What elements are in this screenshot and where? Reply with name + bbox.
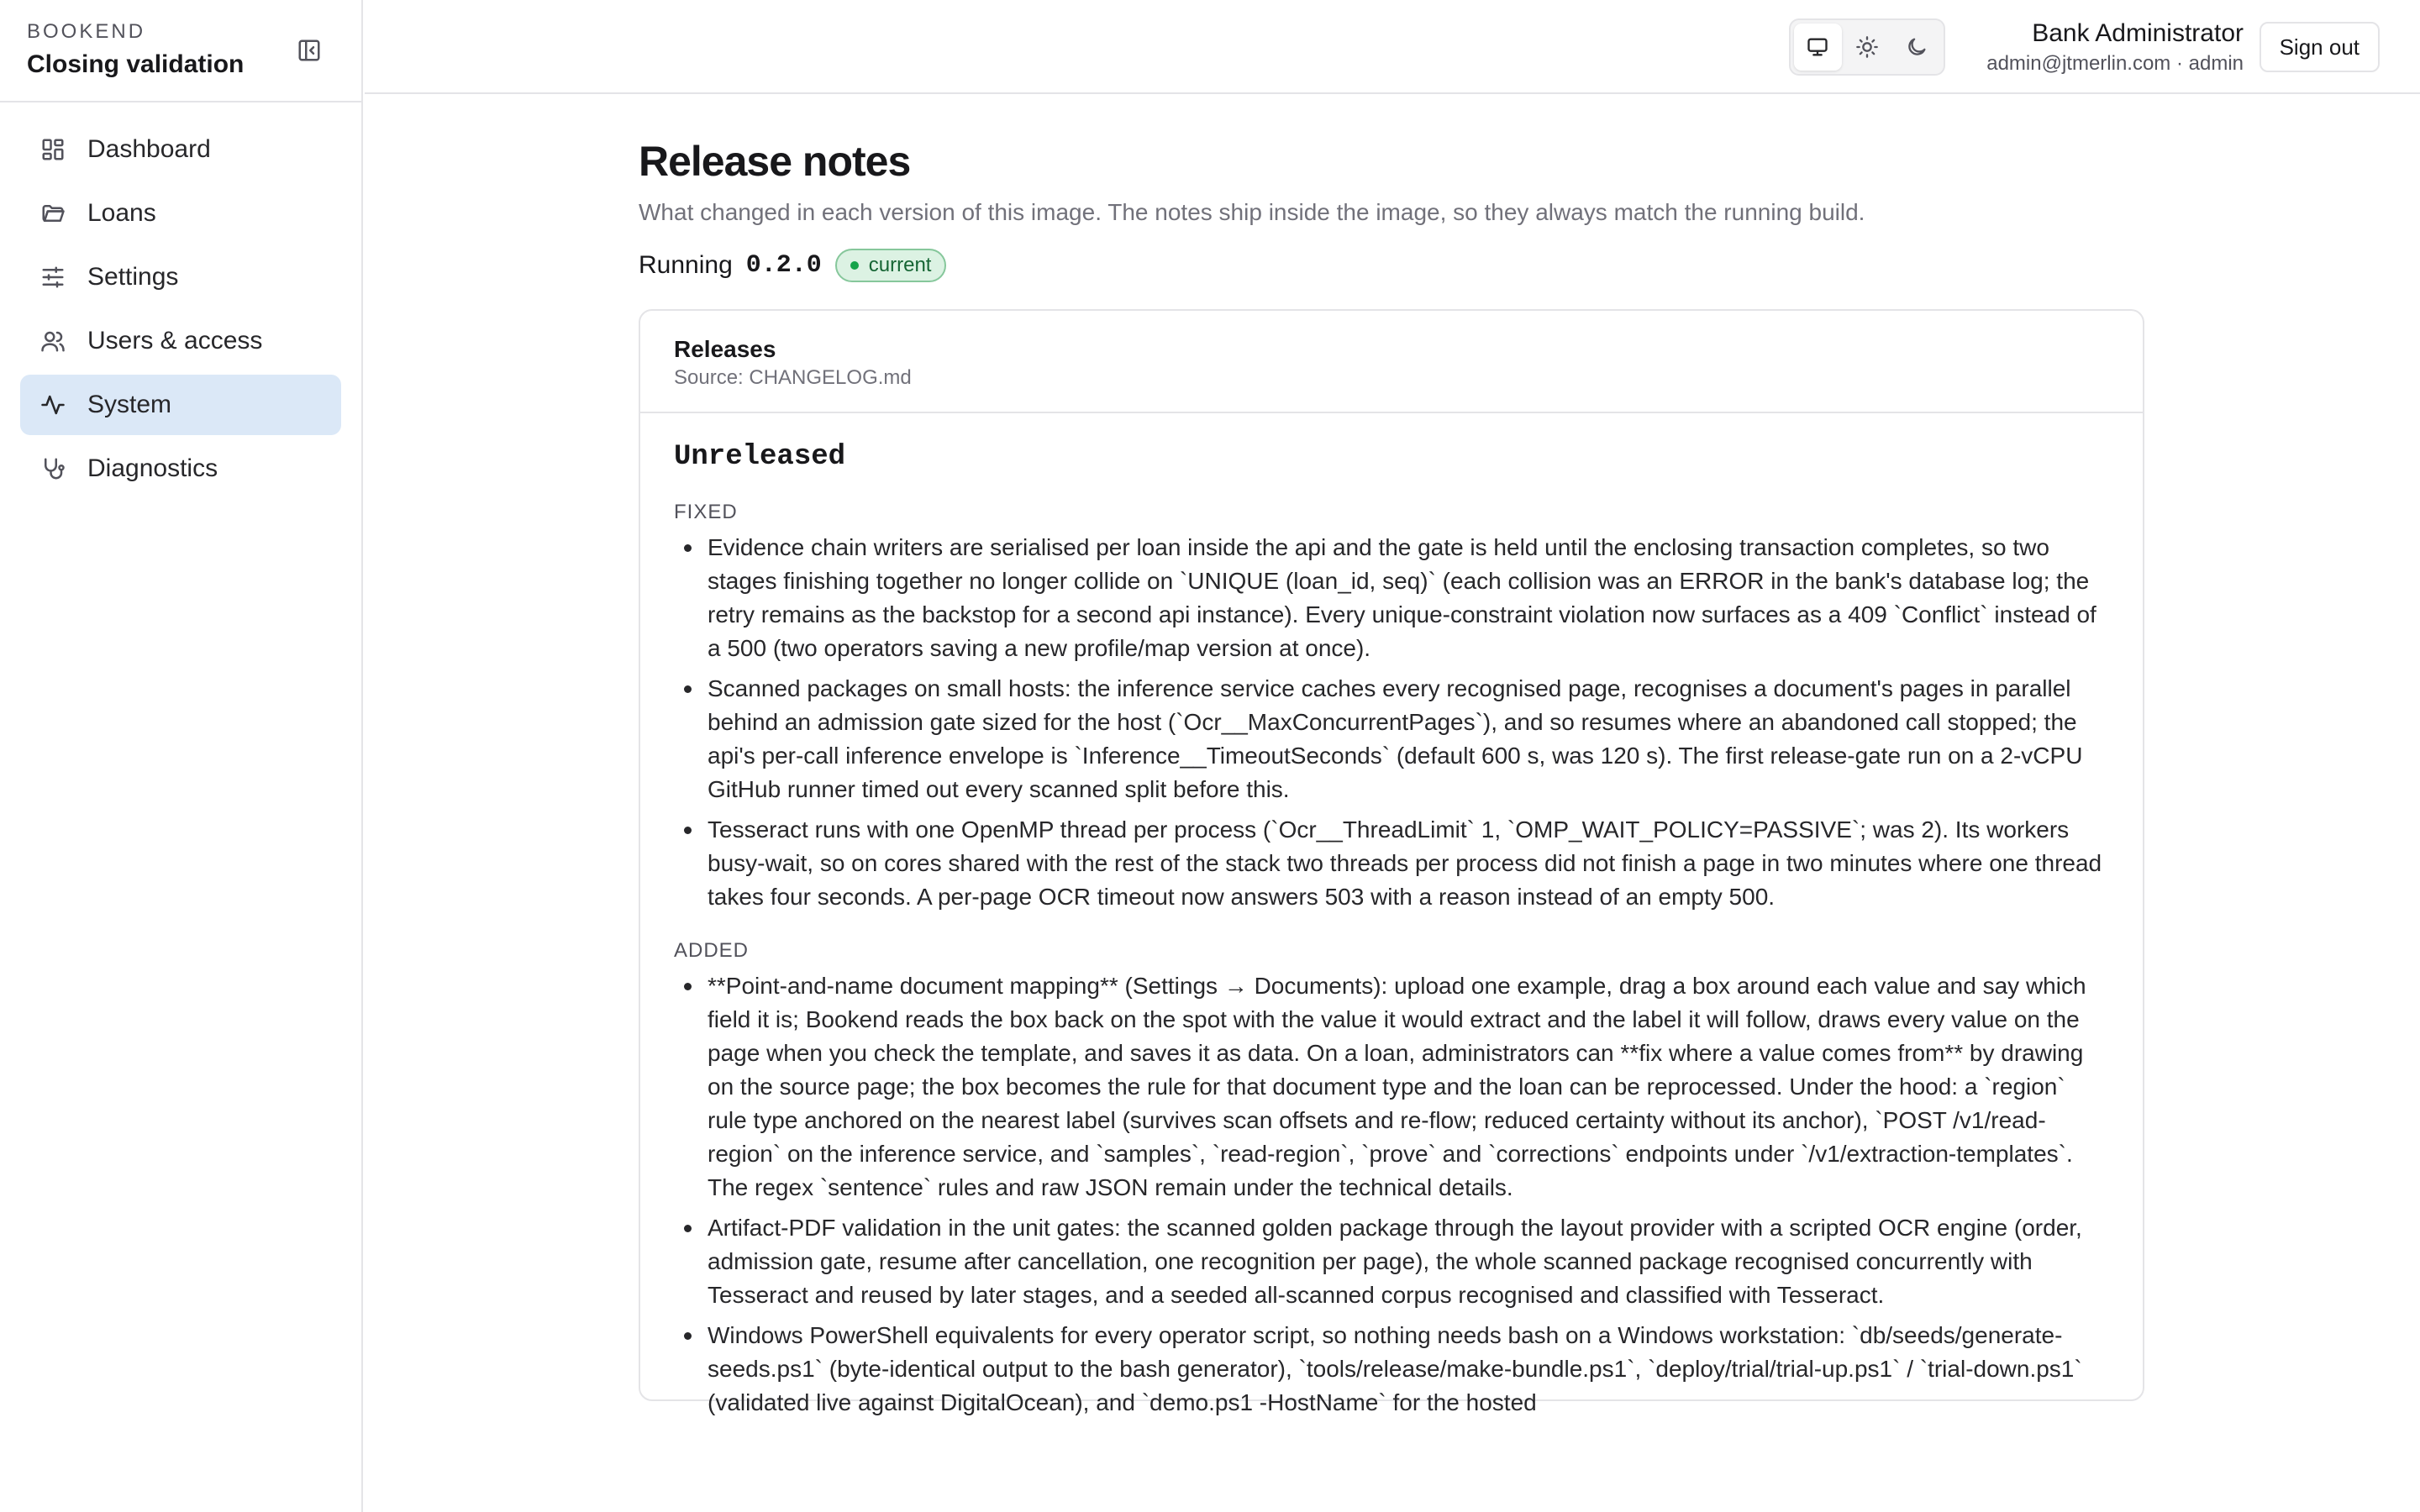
sidebar-item-diagnostics[interactable] [20,438,341,499]
theme-system-button[interactable] [1794,24,1842,71]
releases-source: Source: CHANGELOG.md [674,366,912,389]
releases-title: Releases [674,336,776,362]
sidebar-item-system[interactable] [20,375,341,435]
moon-icon [1905,35,1928,59]
monitor-icon [1806,35,1829,59]
page-title: Release notes [639,138,911,185]
brand-eyebrow: BOOKEND [27,20,146,43]
sliders-icon [40,265,66,290]
dashboard-icon [40,137,66,162]
releases-card-header [640,311,2143,413]
running-label: Running [639,251,733,279]
list-item: Windows PowerShell equivalents for every operator script, so nothing needs bash on a Windows workstation: `db/seeds/generate-seeds.ps1` (byte-identical output to the bash generator), `tools/release/make-bundle.ps1`, `deploy/trial/trial-up.ps1` / `trial-down.ps1` (validated live against DigitalOcean), and `demo.ps1 -HostName` for the hosted [674,1319,2109,1420]
badge-label: current [868,254,932,276]
sun-icon [1855,35,1879,59]
status-dot-icon [850,261,859,270]
collapse-sidebar-button[interactable] [296,37,323,64]
sidebar-item-label: Loans [87,199,156,227]
user-name: Bank Administrator [2032,19,2244,47]
list-item: Artifact-PDF validation in the unit gates: the scanned golden package through the layout provider with a scripted OCR engine (order, admission gate, resume after cancellation, one recognition per page), the whole scanned package recognised concurrently with Tesseract and reused by later stages, and a seeded all-scanned corpus recognised and classified with Tesseract. [674,1211,2109,1312]
added-list [674,969,2109,1420]
sidebar-item-label: Users & access [87,327,263,354]
releases-card-body [640,413,2143,1420]
current-badge [835,249,947,282]
sidebar-item-label: Settings [87,263,179,291]
list-item: Scanned packages on small hosts: the inference service caches every recognised page, recognises a document's pages in parallel behind an admission gate sized for the host (`Ocr__MaxConcurrentPages`), and so resumes where an abandoned call stopped; the api's per-call inference envelope is `Inference__TimeoutSeconds` (default 600 s, was 120 s). The first release-gate run on a 2-vCPU GitHub runner timed out every scanned split before this. [674,672,2109,806]
activity-icon [40,392,66,417]
list-item: Evidence chain writers are serialised per loan inside the api and the gate is held until the enclosing transaction completes, so two stages finishing together no longer collide on `UNIQUE (loan_id, seq)` (each collision was an ERROR in the bank's database log; the retry remains as the backstop for a second api instance). Every unique-constraint violation now surfaces as a 409 `Conflict` instead of a 500 (two operators saving a new profile/map version at once). [674,531,2109,665]
sign-out-button[interactable]: Sign out [2260,22,2380,72]
main-content [639,94,2144,1415]
users-icon [40,328,66,354]
brand [0,0,361,102]
releases-card [639,309,2144,1415]
sidebar-item-label: Diagnostics [87,454,218,482]
sidebar-item-users[interactable] [20,311,341,371]
user-email-role: admin@jtmerlin.com · admin [1986,52,2244,75]
sidebar-item-label: Dashboard [87,135,211,163]
sidebar [0,0,363,1512]
sidebar-item-settings[interactable] [20,247,341,307]
user-info [1986,17,2244,77]
fixed-heading: FIXED [674,501,738,523]
list-item: Tesseract runs with one OpenMP thread per process (`Ocr__ThreadLimit` 1, `OMP_WAIT_POLICY=PASSIVE`; was 2). Its workers busy-wait, so on cores shared with the rest of the stack two threads per process did not finish a page in two minutes where one thread takes four seconds. A per-page OCR timeout now answers 503 with a reason instead of an empty 500. [674,813,2109,914]
theme-toggle [1789,18,1945,76]
list-item: **Point-and-name document mapping** (Settings → Documents): upload one example, drag a box around each value and say which field it is; Bookend reads the box back on the spot with the value it would extract and the label it will follow, draws every value on the page when you check the template, and saves it as data. On a loan, administrators can **fix where a value comes from** by drawing on the source page; the box becomes the rule for that document type and the loan can be reprocessed. Under the hood: a `region` rule type anchored on the nearest label (survives scan offsets and re-flow; reduced certainty without its anchor), `POST /v1/read-region` on the inference service, and `samples`, `read-region`, `prove` and `corrections` endpoints under `/v1/extraction-templates`. The regex `sentence` rules and raw JSON remain under the technical details. [674,969,2109,1205]
sidebar-item-dashboard[interactable] [20,119,341,180]
version-heading: Unreleased [674,441,846,473]
running-version [639,247,2144,284]
brand-title: Closing validation [27,50,245,78]
sidebar-nav [0,102,361,519]
fixed-list [674,531,2109,914]
theme-dark-button[interactable] [1892,24,1940,71]
theme-light-button[interactable] [1844,24,1891,71]
page-subtitle: What changed in each version of this image. The notes ship inside the image, so they always match the running build. [639,199,1865,225]
top-bar [365,0,2420,94]
added-heading: ADDED [674,939,750,962]
sidebar-item-label: System [87,391,172,418]
version-number: 0.2.0 [745,251,822,280]
stethoscope-icon [40,456,66,481]
sidebar-collapse-icon [297,38,322,63]
folder-icon [40,201,66,226]
sidebar-item-loans[interactable] [20,183,341,244]
